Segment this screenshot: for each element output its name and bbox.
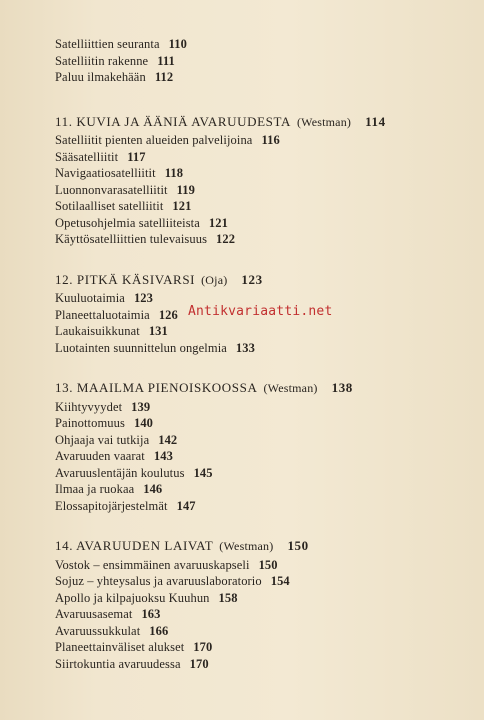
- toc-entry-page-number: 111: [157, 53, 175, 68]
- toc-entry-page-number: 116: [261, 133, 280, 147]
- toc-entry-title: Luonnonvarasatelliitit: [55, 182, 168, 197]
- chapter-heading: [55, 114, 455, 131]
- toc-entry-page-number: 142: [158, 432, 178, 447]
- toc-entry: [55, 69, 455, 86]
- toc-entry: [55, 340, 455, 357]
- toc-entry: [55, 132, 455, 149]
- toc-entry-page-number: 122: [216, 232, 236, 246]
- chapter-title: 14. AVARUUDEN LAIVAT: [55, 538, 214, 553]
- toc-entry: [55, 323, 455, 340]
- toc-entry: [55, 448, 455, 465]
- toc-entry-title: Planeettainväliset alukset: [55, 640, 185, 654]
- toc-entry-title: Ohjaaja vai tutkija: [55, 432, 150, 447]
- toc-entry-title: Kuuluotaimia: [55, 291, 125, 305]
- toc-entry-page-number: 133: [235, 340, 255, 355]
- toc-entry-title: Kiihtyvyydet: [55, 399, 123, 414]
- chapter-page-number: 123: [241, 271, 263, 287]
- toc-entry-page-number: 150: [258, 557, 278, 572]
- toc-entry-page-number: 147: [176, 498, 196, 513]
- toc-entry-title: Siirtokuntia avaruudessa: [55, 656, 181, 671]
- chapter-title: 11. KUVIA JA ÄÄNIÄ AVARUUDESTA: [55, 113, 291, 129]
- toc-entry-title: Navigaatiosatelliitit: [55, 166, 156, 180]
- toc-entry-title: Apollo ja kilpajuoksu Kuuhun: [55, 590, 210, 605]
- toc-entry-title: Satelliitit pienten alueiden palvelijoina: [55, 133, 253, 147]
- toc-entry-title: Satelliittien seuranta: [55, 37, 160, 51]
- toc-entry: [55, 498, 455, 515]
- toc-entry-page-number: 154: [270, 574, 290, 588]
- watermark: Antikvariaatti.net: [188, 304, 333, 319]
- chapter-heading: [55, 538, 455, 555]
- toc-entry-page-number: 145: [193, 465, 213, 480]
- toc-entry-page-number: 139: [131, 399, 151, 414]
- toc-entry-page-number: 163: [141, 607, 161, 621]
- toc-entry-title: Elossapitojärjestelmät: [55, 498, 168, 513]
- chapter-page-number: 150: [287, 538, 309, 553]
- toc-entry: [55, 415, 455, 432]
- toc-entry-title: Käyttösatelliittien tulevaisuus: [55, 232, 208, 246]
- toc-section: [55, 114, 455, 248]
- toc-entry-page-number: 121: [208, 215, 228, 230]
- toc-entry-page-number: 110: [168, 37, 187, 51]
- chapter-heading: [55, 380, 455, 397]
- chapter-author: (Westman): [263, 381, 318, 395]
- toc-entry: [55, 573, 455, 590]
- toc-entry-title: Sojuz – yhteysalus ja avaruuslaboratorio: [55, 574, 262, 588]
- toc-entry: [55, 432, 455, 449]
- toc-entry: [55, 36, 455, 53]
- chapter-page-number: 138: [331, 380, 353, 395]
- toc-entry-title: Satelliitin rakenne: [55, 53, 149, 68]
- toc-entry-page-number: 146: [143, 482, 163, 496]
- toc-entry-title: Luotainten suunnittelun ongelmia: [55, 340, 227, 355]
- chapter-author: (Oja): [201, 272, 228, 287]
- toc-entry-page-number: 117: [127, 149, 146, 164]
- toc-entry: [55, 639, 455, 656]
- chapter-page-number: 114: [365, 113, 386, 129]
- toc-entry-title: Sotilaalliset satelliitit: [55, 199, 164, 213]
- toc-entry: [55, 215, 455, 232]
- toc-entry-page-number: 118: [164, 166, 184, 180]
- toc-entry-page-number: 158: [218, 590, 238, 605]
- toc-section: [55, 36, 455, 86]
- toc-entry-title: Planeettaluotaimia: [55, 307, 150, 322]
- toc-entry: [55, 590, 455, 607]
- toc-entry: [55, 149, 455, 166]
- toc-entry-page-number: 112: [154, 70, 174, 84]
- chapter-author: (Westman): [296, 114, 352, 129]
- toc-entry-title: Avaruussukkulat: [55, 623, 141, 638]
- toc-entry-title: Opetusohjelmia satelliiteista: [55, 215, 200, 230]
- toc-entry-page-number: 170: [189, 656, 209, 671]
- toc-entry-page-number: 126: [158, 307, 178, 322]
- toc-entry-title: Sääsatelliitit: [55, 149, 119, 164]
- toc-entry: [55, 231, 455, 248]
- toc-entry: [55, 606, 455, 623]
- toc-entry: [55, 481, 455, 498]
- toc-section: [55, 538, 455, 672]
- toc-entry-page-number: 166: [149, 623, 169, 638]
- toc-entry-title: Avaruuslentäjän koulutus: [55, 465, 185, 480]
- chapter-author: (Westman): [219, 539, 274, 553]
- toc-entry-page-number: 123: [133, 291, 154, 305]
- toc-entry-page-number: 140: [133, 416, 154, 430]
- toc-entry: [55, 182, 455, 199]
- toc-entry: [55, 399, 455, 416]
- chapter-heading: [55, 272, 455, 289]
- toc-entry: [55, 465, 455, 482]
- toc-entry-page-number: 121: [172, 199, 192, 213]
- toc-entry: [55, 198, 455, 215]
- toc-entry-title: Laukaisuikkunat: [55, 324, 140, 338]
- table-of-contents: [55, 36, 455, 696]
- chapter-title: 13. MAAILMA PIENOISKOOSSA: [55, 380, 258, 395]
- toc-entry-page-number: 170: [193, 640, 213, 654]
- toc-entry: [55, 623, 455, 640]
- toc-section: [55, 380, 455, 514]
- toc-entry-title: Vostok – ensimmäinen avaruuskapseli: [55, 557, 250, 572]
- toc-entry-title: Avaruusasemat: [55, 607, 133, 621]
- toc-entry-title: Painottomuus: [55, 416, 125, 430]
- toc-entry-page-number: 131: [148, 324, 168, 338]
- toc-entry: [55, 656, 455, 673]
- toc-entry-title: Avaruuden vaarat: [55, 449, 145, 463]
- toc-entry: [55, 53, 455, 70]
- chapter-title: 12. PITKÄ KÄSIVARSI: [55, 271, 196, 287]
- toc-entry-page-number: 119: [176, 182, 195, 197]
- toc-entry-page-number: 143: [153, 449, 173, 463]
- toc-entry: [55, 165, 455, 182]
- toc-entry-title: Ilmaa ja ruokaa: [55, 482, 135, 496]
- toc-entry-title: Paluu ilmakehään: [55, 70, 146, 84]
- toc-entry: [55, 557, 455, 574]
